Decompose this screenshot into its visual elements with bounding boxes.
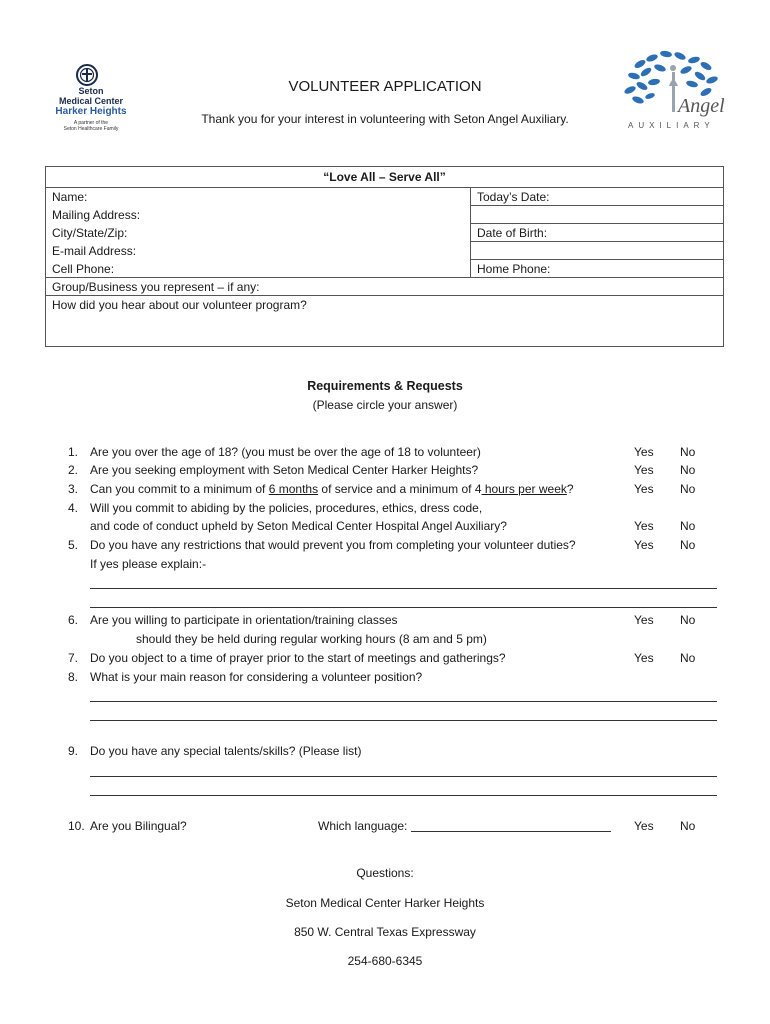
q10-text: Are you Bilingual?	[90, 819, 187, 833]
logo-angel-text: Angel	[678, 95, 724, 117]
q7-yes[interactable]: Yes	[634, 651, 654, 665]
todays-date-field[interactable]: Today’s Date:	[477, 190, 550, 204]
q2-yes[interactable]: Yes	[634, 463, 654, 477]
contact-organization: Seton Medical Center Harker Heights	[285, 896, 485, 910]
requirements-subtitle: (Please circle your answer)	[312, 398, 458, 412]
questions-label: Questions:	[356, 866, 414, 880]
home-phone-field[interactable]: Home Phone:	[477, 262, 551, 276]
group-business-field[interactable]: Group/Business you represent – if any:	[52, 280, 260, 294]
q4-text-line1: Will you commit to abiding by the policies, procedures, ethics, dress code,	[90, 501, 483, 515]
q3-text: Can you commit to a minimum of 6 months of service and a minimum of 4 hours per week?	[90, 482, 574, 496]
q2-text: Are you seeking employment with Seton Medical Center Harker Heights?	[90, 463, 479, 477]
q4-number: 4.	[68, 501, 79, 515]
q9-answer-line-2[interactable]	[90, 795, 717, 796]
q10-language-label: Which language:	[318, 819, 408, 833]
requirements-title: Requirements & Requests	[307, 379, 463, 393]
logo-harker-heights: Harker Heights	[55, 106, 127, 117]
q9-text: Do you have any special talents/skills? (Please list)	[90, 744, 362, 758]
date-of-birth-field[interactable]: Date of Birth:	[477, 226, 548, 240]
logo-partner: A partner of the	[73, 120, 109, 126]
q10-no[interactable]: No	[680, 819, 696, 833]
angel-tree-icon	[620, 46, 724, 134]
q9-answer-line-1[interactable]	[90, 776, 717, 777]
q6-number: 6.	[68, 613, 79, 627]
q7-text: Do you object to a time of prayer prior to the start of meetings and gatherings?	[90, 651, 506, 665]
logo-seton: Seton	[78, 86, 104, 96]
q5-answer-line-1[interactable]	[90, 588, 717, 589]
q1-text: Are you over the age of 18? (you must be over the age of 18 to volunteer)	[90, 445, 481, 459]
q10-language-input[interactable]	[411, 831, 611, 832]
q4-no[interactable]: No	[680, 519, 696, 533]
q8-answer-line-2[interactable]	[90, 720, 717, 721]
q7-number: 7.	[68, 651, 79, 665]
logo-auxiliary-text: AUXILIARY	[628, 121, 715, 130]
q4-yes[interactable]: Yes	[634, 519, 654, 533]
q6-yes[interactable]: Yes	[634, 613, 654, 627]
motto: “Love All – Serve All”	[323, 170, 446, 184]
city-state-zip-field[interactable]: City/State/Zip:	[52, 226, 128, 240]
q5-answer-line-2[interactable]	[90, 607, 717, 608]
q5-no[interactable]: No	[680, 538, 696, 552]
email-field[interactable]: E-mail Address:	[52, 244, 137, 258]
q1-yes[interactable]: Yes	[634, 445, 654, 459]
cell-phone-field[interactable]: Cell Phone:	[52, 262, 115, 276]
q5-yes[interactable]: Yes	[634, 538, 654, 552]
q3-yes[interactable]: Yes	[634, 482, 654, 496]
q5-number: 5.	[68, 538, 79, 552]
q8-answer-line-1[interactable]	[90, 701, 717, 702]
q7-no[interactable]: No	[680, 651, 696, 665]
q3-no[interactable]: No	[680, 482, 696, 496]
name-field[interactable]: Name:	[52, 190, 88, 204]
thanks-text: Thank you for your interest in volunteering with Seton Angel Auxiliary.	[201, 112, 569, 126]
hear-about-field[interactable]: How did you hear about our volunteer program?	[52, 298, 307, 312]
q4-text-line2: and code of conduct upheld by Seton Medical Center Hospital Angel Auxiliary?	[90, 519, 507, 533]
q10-number: 10.	[68, 819, 85, 833]
q6-text-line2: should they be held during regular working hours (8 am and 5 pm)	[136, 632, 487, 646]
q9-number: 9.	[68, 744, 79, 758]
q2-number: 2.	[68, 463, 79, 477]
q8-number: 8.	[68, 670, 79, 684]
q5-explain-label: If yes please explain:-	[90, 557, 207, 571]
q3-number: 3.	[68, 482, 79, 496]
q6-text-line1: Are you willing to participate in orientation/training classes	[90, 613, 398, 627]
logo-medical-center: Medical Center	[58, 96, 124, 106]
q10-yes[interactable]: Yes	[634, 819, 654, 833]
q2-no[interactable]: No	[680, 463, 696, 477]
q6-no[interactable]: No	[680, 613, 696, 627]
q1-no[interactable]: No	[680, 445, 696, 459]
q1-number: 1.	[68, 445, 79, 459]
mailing-address-field[interactable]: Mailing Address:	[52, 208, 141, 222]
contact-phone: 254-680-6345	[347, 954, 423, 968]
logo-family: Seton Healthcare Family	[63, 126, 119, 132]
angel-auxiliary-logo	[620, 46, 724, 134]
page-title: VOLUNTEER APPLICATION	[288, 78, 482, 95]
personal-info-table	[45, 166, 724, 347]
q8-text: What is your main reason for considering a volunteer position?	[90, 670, 423, 684]
q5-text: Do you have any restrictions that would prevent you from completing your volunteer duties?	[90, 538, 576, 552]
contact-address: 850 W. Central Texas Expressway	[294, 925, 476, 939]
